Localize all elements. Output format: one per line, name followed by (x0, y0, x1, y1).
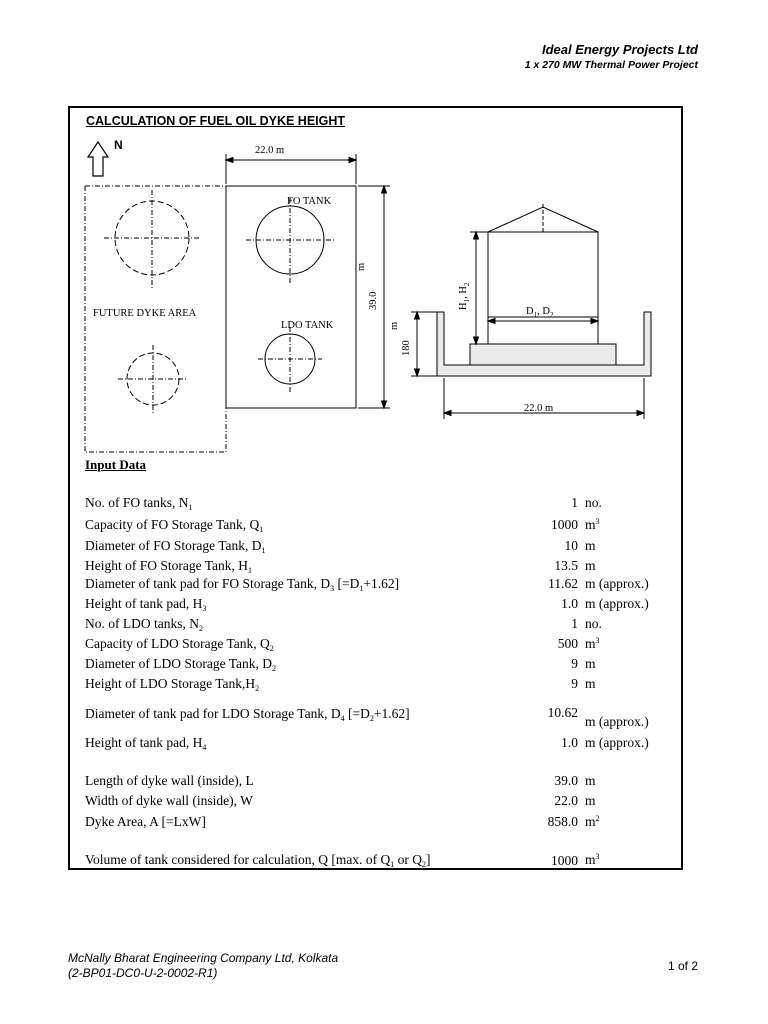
data-row (85, 495, 670, 515)
row-label: No. of FO tanks, $N_1$ (85, 495, 193, 512)
row-value: 1000 (551, 517, 578, 532)
row-unit: $m^3$ (585, 517, 600, 532)
ldo-tank-label: LDO TANK (281, 320, 334, 331)
row-label: Height of tank pad, $H_3$ (85, 596, 207, 613)
data-row (85, 636, 670, 656)
bottom-dimension-label: 22.0 m (524, 403, 554, 414)
pad-height-unit: m (389, 321, 400, 330)
data-row (85, 705, 670, 729)
data-row (85, 676, 670, 696)
tank-height-dimension (470, 232, 488, 344)
row-label: Height of tank pad, $H_4$ (85, 735, 207, 752)
row-value: 10.62 (547, 705, 578, 720)
header-company: Ideal Energy Projects Ltd (541, 42, 698, 57)
data-row (85, 814, 670, 834)
tank-elevation (437, 204, 651, 376)
data-row (85, 793, 670, 813)
row-value: 858.0 (547, 814, 578, 829)
future-tank-circle-bottom (118, 345, 188, 414)
row-value: 13.5 (554, 558, 578, 573)
data-row (85, 576, 670, 596)
data-row (85, 596, 670, 616)
row-value: 1 (571, 495, 578, 510)
data-row (85, 852, 670, 872)
future-dyke-label: FUTURE DYKE AREA (93, 308, 197, 319)
row-unit: m (585, 538, 596, 553)
row-unit: m (585, 656, 596, 671)
data-row (85, 558, 670, 578)
header-project: 1 x 270 MW Thermal Power Project (524, 59, 698, 71)
row-label: No. of LDO tanks, $N_2$ (85, 616, 203, 633)
side-dimension-value: 39.0 (368, 291, 379, 310)
data-row (85, 735, 670, 755)
dyke-drawing (0, 0, 768, 460)
row-label: Length of dyke wall (inside), L (85, 773, 254, 788)
north-arrow-icon (88, 142, 108, 176)
row-value: 500 (557, 636, 578, 651)
row-unit: $m^2$ (585, 814, 600, 829)
footer (68, 951, 338, 981)
future-dyke-outline (85, 186, 226, 452)
row-unit: m (585, 676, 596, 691)
footer-doc-number: (2-BP01-DC0-U-2-0002-R1) (68, 966, 218, 980)
row-value: 9 (571, 656, 578, 671)
row-label: Diameter of tank pad for FO Storage Tank, $D_3$ $[=D_1+1.62]$ (85, 576, 400, 593)
row-label: Diameter of tank pad for LDO Storage Tank, $D_4$ $[=D_2+1.62]$ (85, 706, 410, 723)
input-data-title: Input Data (85, 457, 147, 472)
row-value: 1.0 (561, 596, 578, 611)
row-value: 39.0 (554, 773, 578, 788)
ldo-tank-circle (258, 327, 322, 392)
data-row (85, 538, 670, 558)
row-unit: $m^3$ (585, 852, 600, 867)
row-unit: no. (585, 616, 602, 631)
row-value: 1 (571, 616, 578, 631)
tank-diameter-label: $D_1$, $D_2$ (526, 306, 554, 319)
row-label: Height of LDO Storage $Tank,H_2$ (85, 676, 260, 693)
row-unit: m (approx.) (585, 596, 649, 611)
row-value: 22.0 (554, 793, 578, 808)
row-label: Diameter of LDO Storage Tank, $D_2$ (85, 656, 277, 673)
row-label: Dyke Area, A [=LxW] (85, 814, 206, 829)
footer-company: McNally Bharat Engineering Company Ltd, Kolkata (68, 951, 339, 965)
tank-diameter-dimension (488, 319, 598, 324)
page-number: 1 of 2 (667, 959, 698, 973)
row-unit: m (approx.) (585, 714, 649, 729)
row-value: 1.0 (561, 735, 578, 750)
north-label: N (114, 138, 123, 152)
row-label: Capacity of FO Storage Tank, $Q_1$ (85, 517, 264, 534)
future-tank-circle-top (104, 190, 200, 288)
calculation-title: CALCULATION OF FUEL OIL DYKE HEIGHT (86, 114, 346, 128)
row-unit: no. (585, 495, 602, 510)
row-value: 1000 (551, 853, 578, 868)
pad-height-value: 180 (401, 340, 412, 356)
row-value: 9 (571, 676, 578, 691)
fo-tank-label: FO TANK (287, 196, 332, 207)
data-row (85, 616, 670, 636)
row-unit: m (585, 793, 596, 808)
top-dimension-label: 22.0 m (255, 145, 285, 156)
fo-tank-circle (246, 198, 334, 284)
dyke-area-rect (226, 186, 356, 408)
top-dimension (226, 154, 356, 184)
row-value: 11.62 (548, 576, 578, 591)
row-label: Volume of tank considered for calculation, Q [max. of $Q_1$ or $Q_2$] (85, 852, 431, 869)
pad-height-dimension (411, 312, 437, 376)
side-dimension-unit: m (356, 262, 367, 271)
row-unit: m (585, 558, 596, 573)
data-row (85, 656, 670, 676)
row-label: Height of FO Storage Tank, $H_1$ (85, 558, 253, 575)
row-unit: $m^3$ (585, 636, 600, 651)
tank-height-label: $H_1$, $H_2$ (458, 282, 471, 310)
data-row (85, 773, 670, 793)
row-label: Diameter of FO Storage Tank, $D_1$ (85, 538, 266, 555)
row-unit: m (approx.) (585, 735, 649, 750)
row-unit: m (approx.) (585, 576, 649, 591)
row-unit: m (585, 773, 596, 788)
row-label: Capacity of LDO Storage Tank, $Q_2$ (85, 636, 274, 653)
data-row (85, 517, 670, 537)
row-value: 10 (564, 538, 578, 553)
row-label: Width of dyke wall (inside), W (85, 793, 253, 808)
